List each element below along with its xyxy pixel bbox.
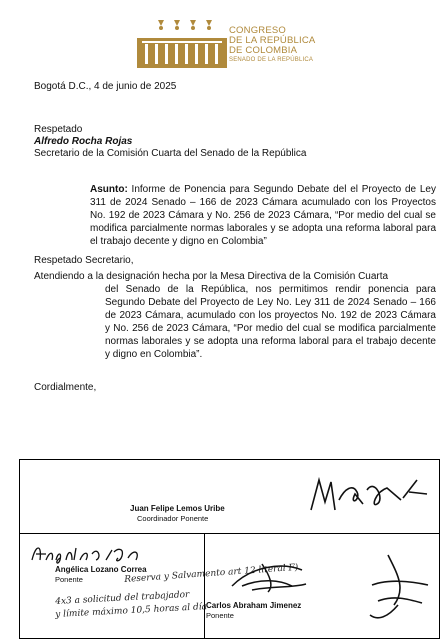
letter-date: Bogotá D.C., 4 de junio de 2025 <box>34 81 177 92</box>
signer-name-lemos: Juan Felipe Lemos Uribe <box>130 504 225 513</box>
extra-signature-icon <box>358 545 438 630</box>
signer-role-lozano: Ponente <box>55 575 83 584</box>
logo-line-2: DE LA REPÚBLICA <box>229 35 316 46</box>
capitol-icon <box>137 38 227 68</box>
greeting: Respetado <box>34 124 83 135</box>
logo-line-1: CONGRESO <box>229 25 287 36</box>
lemos-signature-icon <box>305 470 435 525</box>
handwritten-note-limit: y límite máximo 10,5 horas al día <box>55 602 208 620</box>
body-paragraph: del Senado de la República, nos permitimos rendir ponencia para Segundo Debate del Proyecto de Ley No. Ley 311 de 2024 Senado – 166 de 2023 Cámara, acumulado con los proyectos No. 192 de 2023 Cámara y No. 256 de 2023 Cámara, “Por medio del cual se modifica parcialmente normas laborales y se adopta una reforma laboral para el trabajo decente y digno en Colombia”. <box>105 284 436 360</box>
jimenez-signature-icon <box>222 556 312 596</box>
signer-name-lozano: Angélica Lozano Correa <box>55 565 147 574</box>
handwritten-note-reservation: Reserva y Salvamento art 12 literal F) <box>124 562 299 585</box>
body-first-line: Atendiendo a la designación hecha por la Mesa Directiva de la Comisión Cuarta <box>34 271 389 282</box>
signer-role-jimenez: Ponente <box>206 611 234 620</box>
capitol-emblem <box>137 38 227 68</box>
crown-icon <box>155 16 215 36</box>
lozano-signature-icon <box>28 540 158 566</box>
recipient-role: Secretario de la Comisión Cuarta del Senado de la República <box>34 148 307 159</box>
handwritten-note-request: 4x3 a solicitud del trabajador <box>55 589 190 607</box>
subject-text: Informe de Ponencia para Segundo Debate del el Proyecto de Ley 311 de 2024 Senado – 166 de 2023 Cámara acumulado con los Proyectos No. 192 de 2023 Cámara y No. 256 de 2023 Cámara, “Por medio del cual se modifica parcialmente normas laborales y se adopta una reforma laboral para el trabajo decente y digno en Colombia” <box>90 184 436 247</box>
congreso-logo <box>137 10 332 70</box>
subject-paragraph <box>90 183 436 248</box>
subject-label: Asunto: <box>90 184 128 195</box>
logo-subtitle: SENADO DE LA REPÚBLICA <box>229 57 314 63</box>
signer-role-lemos: Coordinador Ponente <box>137 514 209 523</box>
closing: Cordialmente, <box>34 382 97 393</box>
signature-divider-vertical <box>204 533 205 638</box>
salutation: Respetado Secretario, <box>34 255 134 266</box>
signer-name-jimenez: Carlos Abraham Jimenez <box>206 601 302 610</box>
logo-line-3: DE COLOMBIA <box>229 45 298 56</box>
recipient-name: Alfredo Rocha Rojas <box>34 136 133 147</box>
logo-text <box>229 26 315 65</box>
signature-divider-horizontal <box>19 533 440 534</box>
